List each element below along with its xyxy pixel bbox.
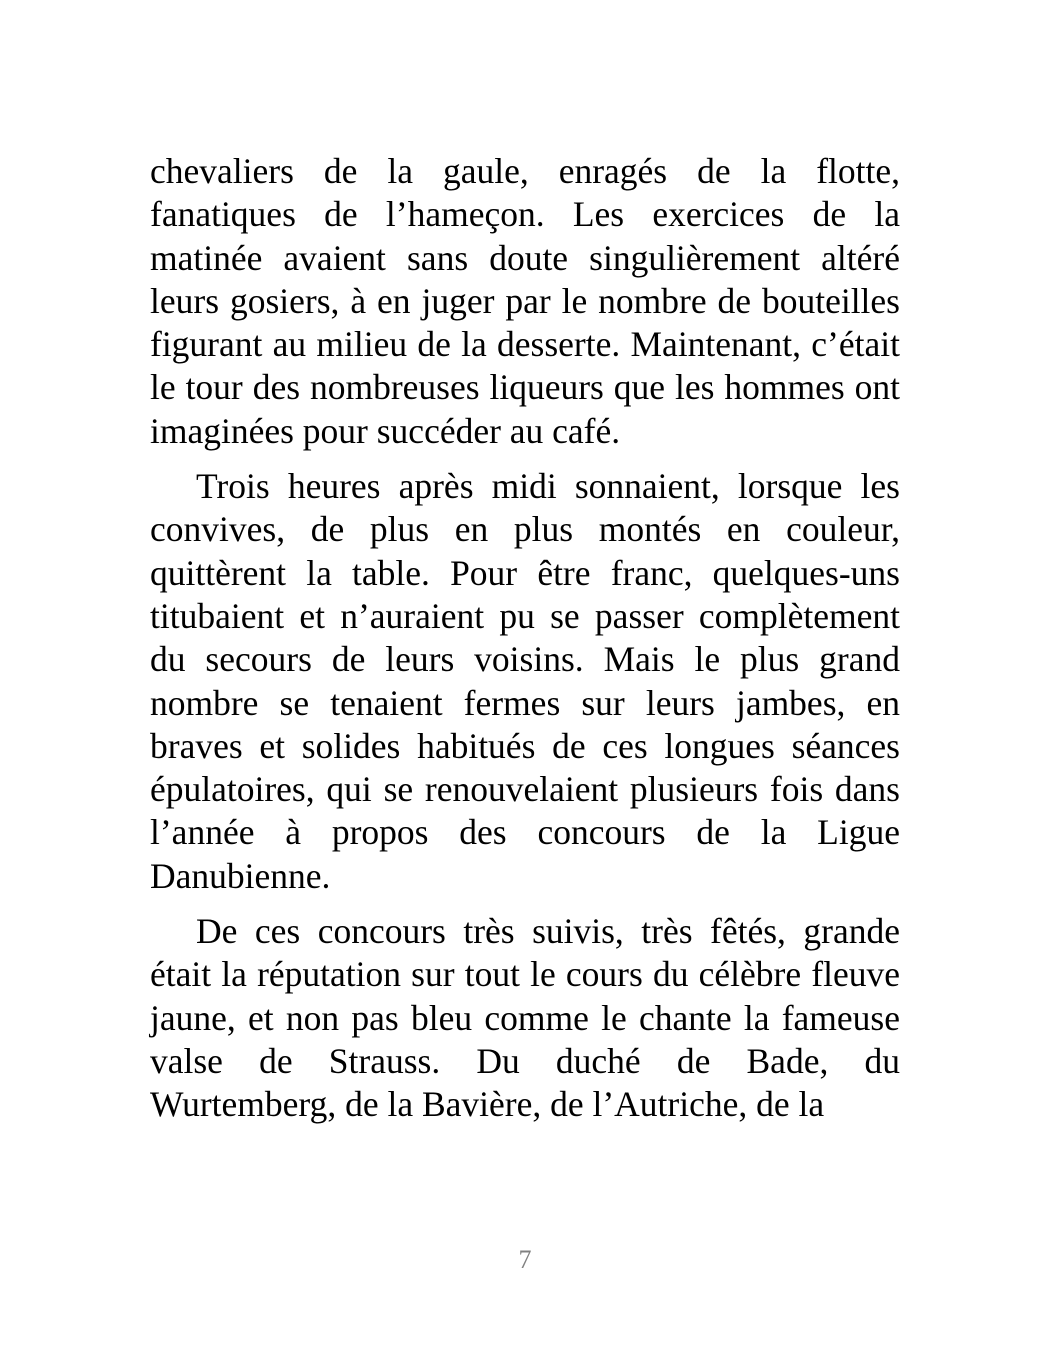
body-text: [150, 150, 900, 1139]
page-number: 7: [518, 1245, 532, 1274]
paragraph-concours: De ces concours très suivis, très fêtés, grande était la réputation sur tout le cours du célèbre fleuve jaune, et non pas bleu comme le chante la fameuse valse de Strauss. Du duché de Bade, du Wurtemberg, de la Bavière, de l’Autriche, de la: [150, 911, 900, 1125]
paragraph-trois-heures: Trois heures après midi sonnaient, lorsque les convives, de plus en plus montés en couleur, quittèrent la table. Pour être franc, quelques-uns titubaient et n’auraient pu se passer complètement du secours de leurs voisins. Mais le plus grand nombre se tenaient fermes sur leurs jambes, en braves et solides habitués de ces longues séances épulatoires, qui se renouvelaient plusieurs fois dans l’année à propos des concours de la Ligue Danubienne.: [150, 466, 900, 896]
paragraph-continuation: chevaliers de la gaule, enragés de la flotte, fanatiques de l’hameçon. Les exercices de la matinée avaient sans doute singulièrement altéré leurs gosiers, à en juger par le nombre de bouteilles figurant au milieu de la desserte. Maintenant, c’était le tour des nombreuses liqueurs que les hommes ont imaginées pour succéder au café.: [150, 151, 900, 451]
